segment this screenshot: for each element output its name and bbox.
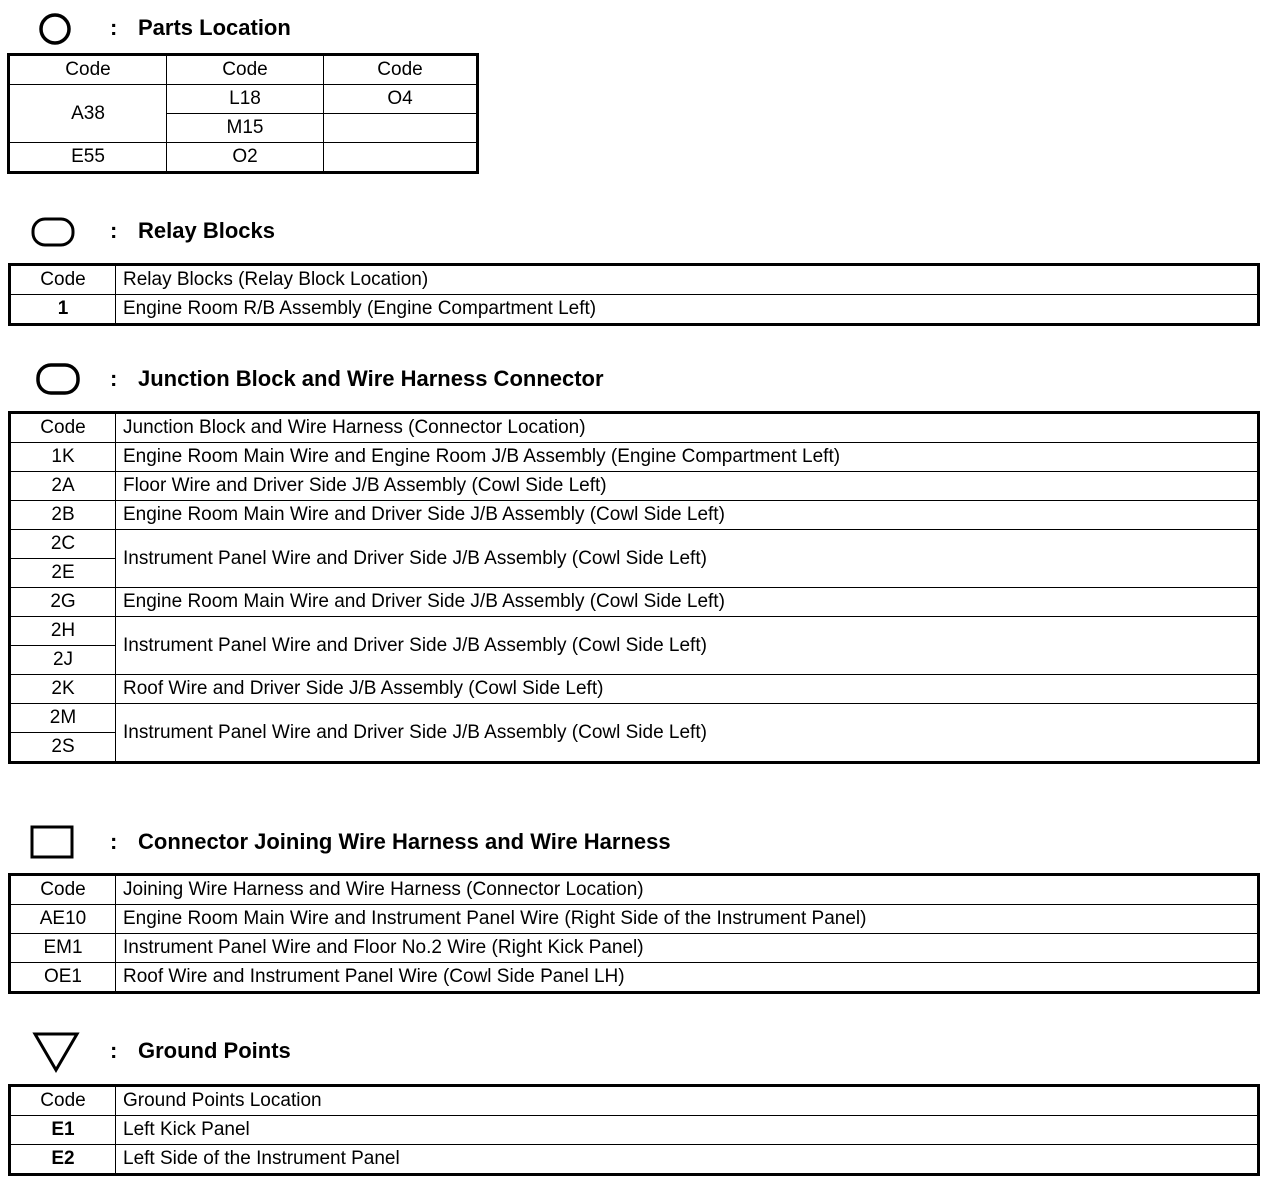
table-header-row [10, 875, 1259, 905]
description-cell: Instrument Panel Wire and Driver Side J/B Assembly (Cowl Side Left) [116, 617, 1259, 675]
description-cell: Left Side of the Instrument Panel [116, 1145, 1259, 1175]
joining-connector-table [8, 873, 1260, 994]
junction-block-heading [0, 359, 800, 399]
empty-cell [324, 143, 478, 173]
code-cell: 2K [10, 675, 116, 704]
code-cell: 2C [10, 530, 116, 559]
relay-blocks-heading [0, 211, 500, 251]
parts-location-title: Parts Location [138, 15, 291, 40]
ground-points-table [8, 1084, 1260, 1176]
table-header-row [10, 265, 1259, 295]
relay-blocks-colon: : [110, 218, 118, 243]
table-header-row [9, 55, 478, 85]
table-header-row [10, 1086, 1259, 1116]
description-cell: Engine Room Main Wire and Driver Side J/B Assembly (Cowl Side Left) [116, 588, 1259, 617]
header-code: Code [10, 875, 116, 905]
relay-blocks-title: Relay Blocks [138, 218, 275, 243]
table-row [10, 530, 1259, 559]
header-code: Code [10, 413, 116, 443]
rounded-rectangle-symbol-icon [31, 217, 75, 247]
header-description: Relay Blocks (Relay Block Location) [116, 265, 1259, 295]
code-cell: 2B [10, 501, 116, 530]
description-cell: Engine Room Main Wire and Engine Room J/B Assembly (Engine Compartment Left) [116, 443, 1259, 472]
code-cell: O4 [324, 85, 478, 114]
description-cell: Engine Room Main Wire and Instrument Panel Wire (Right Side of the Instrument Panel) [116, 905, 1259, 934]
table-row [10, 1145, 1259, 1175]
code-cell: 2A [10, 472, 116, 501]
parts-location-heading [0, 8, 400, 48]
description-cell: Roof Wire and Driver Side J/B Assembly (Cowl Side Left) [116, 675, 1259, 704]
joining-connector-colon: : [110, 829, 118, 854]
table-row [10, 704, 1259, 733]
code-cell: M15 [167, 114, 324, 143]
header-description: Junction Block and Wire Harness (Connector Location) [116, 413, 1259, 443]
code-cell: 1K [10, 443, 116, 472]
inverted-triangle-symbol-icon [32, 1031, 80, 1073]
junction-block-table [8, 411, 1260, 764]
description-cell: Left Kick Panel [116, 1116, 1259, 1145]
header-code: Code [10, 265, 116, 295]
description-cell: Instrument Panel Wire and Floor No.2 Wire (Right Kick Panel) [116, 934, 1259, 963]
table-row [10, 675, 1259, 704]
empty-cell [324, 114, 478, 143]
table-row [10, 295, 1259, 325]
table-header-row [10, 413, 1259, 443]
header-description: Joining Wire Harness and Wire Harness (Connector Location) [116, 875, 1259, 905]
header-code: Code [324, 55, 478, 85]
code-cell: 2S [10, 733, 116, 763]
header-code: Code [167, 55, 324, 85]
header-code: Code [10, 1086, 116, 1116]
parts-location-table [7, 53, 479, 174]
code-cell: 2H [10, 617, 116, 646]
description-cell: Instrument Panel Wire and Driver Side J/B Assembly (Cowl Side Left) [116, 530, 1259, 588]
ground-points-colon: : [110, 1038, 118, 1063]
code-cell: E55 [9, 143, 167, 173]
joining-connector-heading [0, 822, 800, 862]
ground-points-title: Ground Points [138, 1038, 291, 1063]
code-cell: A38 [9, 85, 167, 143]
code-cell: EM1 [10, 934, 116, 963]
code-cell: 2E [10, 559, 116, 588]
relay-blocks-table [8, 263, 1260, 326]
table-row [10, 1116, 1259, 1145]
table-row [10, 617, 1259, 646]
code-cell: 2G [10, 588, 116, 617]
code-cell: E1 [10, 1116, 116, 1145]
description-cell: Roof Wire and Instrument Panel Wire (Cowl Side Panel LH) [116, 963, 1259, 993]
code-cell: AE10 [10, 905, 116, 934]
code-cell: 2M [10, 704, 116, 733]
table-row [10, 472, 1259, 501]
code-cell: L18 [167, 85, 324, 114]
rounded-rectangle-symbol-icon [36, 363, 80, 395]
table-row [10, 501, 1259, 530]
table-row [10, 588, 1259, 617]
code-cell: 1 [10, 295, 116, 325]
description-cell: Engine Room Main Wire and Driver Side J/B Assembly (Cowl Side Left) [116, 501, 1259, 530]
header-code: Code [9, 55, 167, 85]
description-cell: Floor Wire and Driver Side J/B Assembly (Cowl Side Left) [116, 472, 1259, 501]
table-row [10, 443, 1259, 472]
code-cell: OE1 [10, 963, 116, 993]
description-cell: Instrument Panel Wire and Driver Side J/B Assembly (Cowl Side Left) [116, 704, 1259, 763]
code-cell: O2 [167, 143, 324, 173]
circle-symbol-icon [38, 12, 72, 46]
ground-points-heading [0, 1031, 500, 1071]
code-cell: 2J [10, 646, 116, 675]
junction-block-colon: : [110, 366, 118, 391]
table-row [9, 85, 478, 114]
table-row [10, 905, 1259, 934]
junction-block-title: Junction Block and Wire Harness Connector [138, 366, 604, 391]
parts-location-colon: : [110, 15, 118, 40]
header-description: Ground Points Location [116, 1086, 1259, 1116]
table-row [10, 963, 1259, 993]
joining-connector-title: Connector Joining Wire Harness and Wire Harness [138, 829, 671, 854]
code-cell: E2 [10, 1145, 116, 1175]
square-symbol-icon [30, 825, 74, 859]
table-row [10, 934, 1259, 963]
table-row [9, 143, 478, 173]
description-cell: Engine Room R/B Assembly (Engine Compartment Left) [116, 295, 1259, 325]
